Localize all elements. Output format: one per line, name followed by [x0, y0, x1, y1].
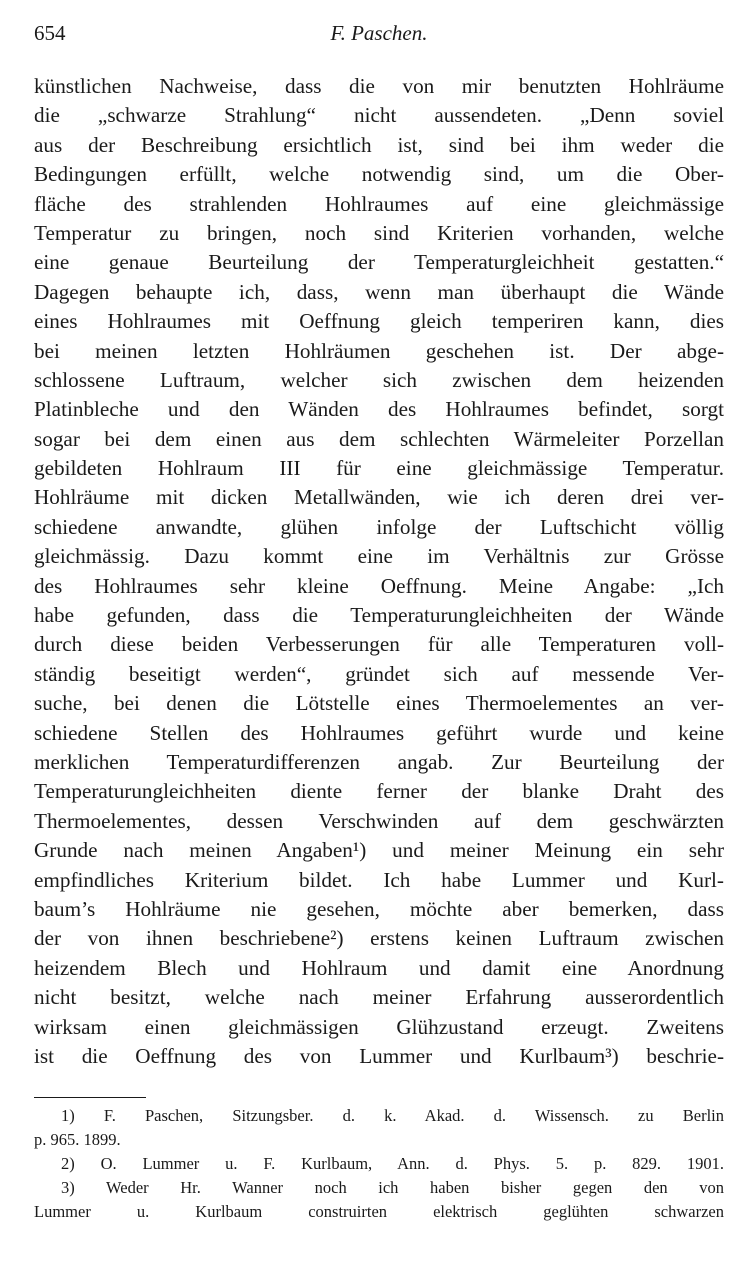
text-line: empfindliches Kriterium bildet. Ich habe Lummer und Kurl-	[34, 867, 724, 892]
text-line: wirksam einen gleichmässigen Glühzustand erzeugt. Zweitens	[34, 1014, 724, 1039]
footnote-line: p. 965. 1899.	[34, 1130, 121, 1150]
text-line: schlossene Luftraum, welcher sich zwischen dem heizenden	[34, 367, 724, 392]
text-line: Temperatur zu bringen, noch sind Kriterien vorhanden, welche	[34, 220, 724, 245]
text-line: eines Hohlraumes mit Oeffnung gleich temperiren kann, dies	[34, 309, 724, 334]
text-line: durch diese beiden Verbesserungen für alle Temperaturen voll-	[34, 632, 724, 657]
text-line: schiedene anwandte, glühen infolge der Luftschicht völlig	[34, 514, 724, 539]
text-line: habe gefunden, dass die Temperaturungleichheiten der Wände	[34, 603, 724, 628]
page	[34, 18, 724, 1224]
footnote-line: 2) O. Lummer u. F. Kurlbaum, Ann. d. Phys. 5. p. 829. 1901.	[61, 1154, 724, 1174]
text-line: nicht besitzt, welche nach meiner Erfahrung ausserordentlich	[34, 985, 724, 1010]
running-title: F. Paschen.	[330, 21, 428, 45]
text-line: eine genaue Beurteilung der Temperaturgleichheit gestatten.“	[34, 250, 724, 275]
text-line: Dagegen behaupte ich, dass, wenn man überhaupt die Wände	[34, 279, 724, 304]
text-line: die „schwarze Strahlung“ nicht aussendeten. „Denn soviel	[34, 103, 724, 128]
body-text	[34, 72, 724, 1071]
text-line: Temperaturungleichheiten diente ferner der blanke Draht des	[34, 779, 724, 804]
text-line: sogar bei dem einen aus dem schlechten Wärmeleiter Porzellan	[34, 426, 724, 451]
footnote-divider	[34, 1097, 146, 1098]
footnote-line: 3) Weder Hr. Wanner noch ich haben bisher gegen den von	[61, 1178, 724, 1198]
footnotes	[34, 1104, 724, 1224]
text-line: der von ihnen beschriebene²) erstens keinen Luftraum zwischen	[34, 926, 724, 951]
text-line: heizendem Blech und Hohlraum und damit eine Anordnung	[34, 955, 724, 980]
text-line: ständig beseitigt werden“, gründet sich auf messende Ver-	[34, 661, 724, 686]
text-line: ist die Oeffnung des von Lummer und Kurlbaum³) beschrie-	[34, 1043, 724, 1068]
text-line: künstlichen Nachweise, dass die von mir benutzten Hohlräume	[34, 74, 724, 98]
text-line: Thermoelementes, dessen Verschwinden auf dem geschwärzten	[34, 808, 724, 833]
text-line: gebildeten Hohlraum III für eine gleichmässige Temperatur.	[34, 456, 724, 481]
text-line: Platinbleche und den Wänden des Hohlraumes befindet, sorgt	[34, 397, 724, 422]
text-line: merklichen Temperaturdifferenzen angab. Zur Beurteilung der	[34, 749, 724, 774]
text-line: schiedene Stellen des Hohlraumes geführt wurde und keine	[34, 720, 724, 745]
text-line: bei meinen letzten Hohlräumen geschehen ist. Der abge-	[34, 338, 724, 363]
text-line: des Hohlraumes sehr kleine Oeffnung. Meine Angabe: „Ich	[34, 573, 724, 598]
text-line: baum’s Hohlräume nie gesehen, möchte aber bemerken, dass	[34, 896, 724, 921]
text-line: gleichmässig. Dazu kommt eine im Verhältnis zur Grösse	[34, 544, 724, 569]
text-line: Hohlräume mit dicken Metallwänden, wie ich deren drei ver-	[34, 485, 724, 510]
text-line: aus der Beschreibung ersichtlich ist, sind bei ihm weder die	[34, 132, 724, 157]
text-line: suche, bei denen die Lötstelle eines Thermoelementes an ver-	[34, 691, 724, 716]
text-line: Grunde nach meinen Angaben¹) und meiner Meinung ein sehr	[34, 838, 724, 863]
page-number: 654	[34, 21, 66, 45]
running-head	[34, 18, 724, 48]
footnote-line: 1) F. Paschen, Sitzungsber. d. k. Akad. d. Wissensch. zu Berlin	[61, 1106, 724, 1126]
text-line: Bedingungen erfüllt, welche notwendig sind, um die Ober-	[34, 162, 724, 187]
footnote-line: Lummer u. Kurlbaum construirten elektrisch geglühten schwarzen	[34, 1202, 724, 1222]
text-line: fläche des strahlenden Hohlraumes auf eine gleichmässige	[34, 191, 724, 216]
